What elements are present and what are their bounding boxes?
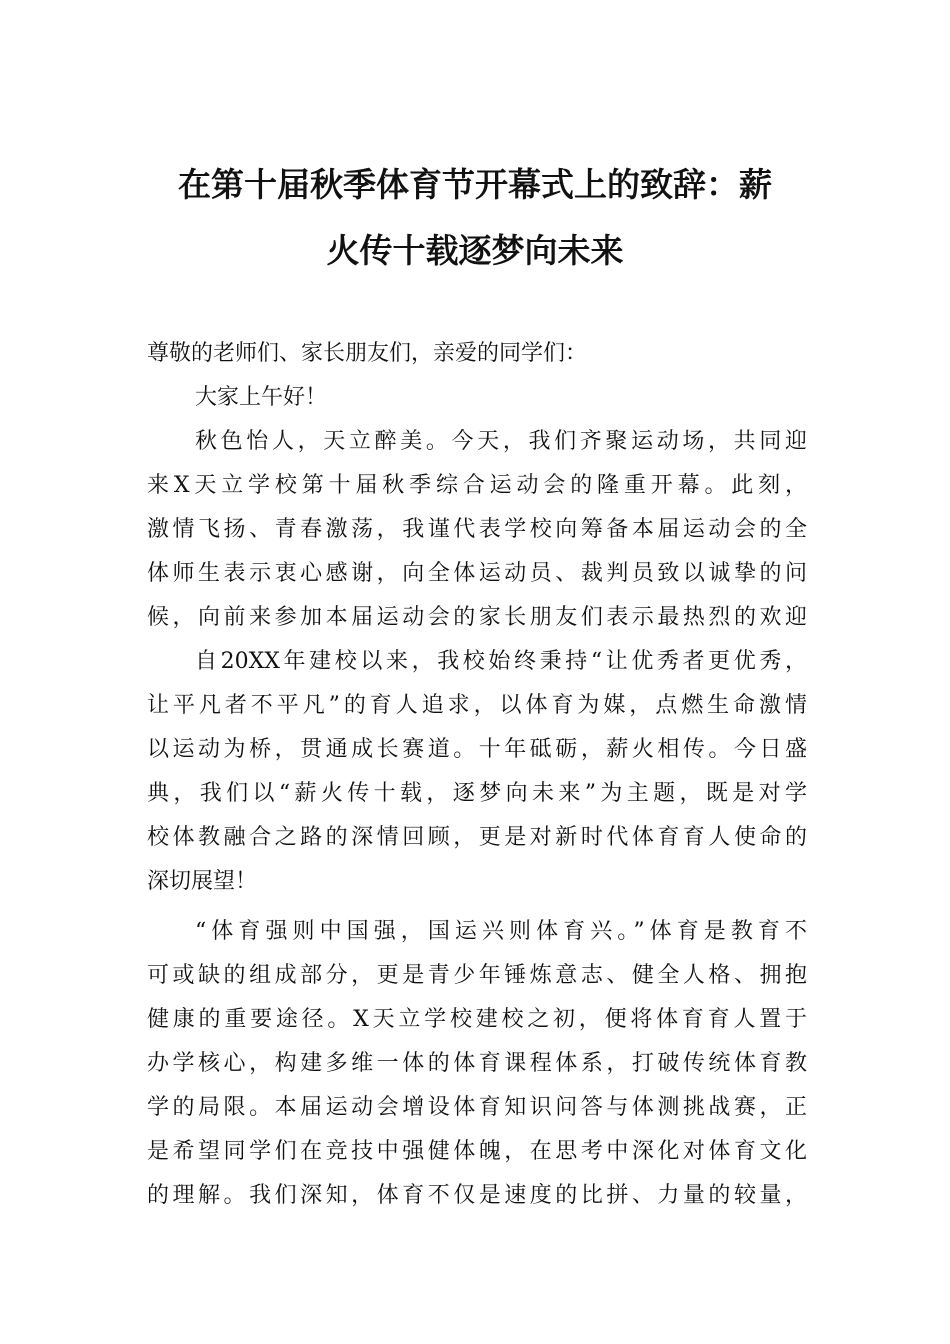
document-body [147, 332, 807, 1218]
paragraph-line: 可或缺的组成部分，更是青少年锤炼意志、健全人格、拥抱 [147, 963, 807, 988]
paragraph [147, 420, 807, 640]
paragraph-line: 办学核心，构建多维一体的体育课程体系，打破传统体育教 [147, 1051, 807, 1076]
paragraph-line: 校体教融合之路的深情回顾，更是对新时代体育育人使命的 [147, 825, 807, 850]
paragraph-line: 深切展望！ [147, 869, 258, 894]
paragraph-line: 秋色怡人，天立醉美。今天，我们齐聚运动场，共同迎 [195, 429, 807, 454]
paragraph-line: 学的局限。本届运动会增设体育知识问答与体测挑战赛，正 [147, 1095, 807, 1120]
paragraph-line: “体育强则中国强，国运兴则体育兴。”体育是教育不 [195, 919, 807, 944]
title-line-1: 在第十届秋季体育节开幕式上的致辞：薪 [178, 165, 772, 204]
paragraph-line: 让平凡者不平凡”的育人追求，以体育为媒，点燃生命激情 [147, 693, 807, 718]
paragraph [147, 910, 807, 1218]
paragraph-line: 体师生表示衷心感谢，向全体运动员、裁判员致以诚挚的问 [147, 561, 807, 586]
paragraph-line: 是希望同学们在竞技中强健体魄，在思考中深化对体育文化 [147, 1139, 807, 1164]
paragraph-line: 以运动为桥，贯通成长赛道。十年砥砺，薪火相传。今日盛 [147, 737, 807, 762]
paragraph-line: 候，向前来参加本届运动会的家长朋友们表示最热烈的欢迎 [147, 605, 807, 630]
document-title [150, 152, 800, 284]
paragraph-line: 大家上午好！ [195, 385, 328, 410]
paragraph-line: 自20XX年建校以来，我校始终秉持“让优秀者更优秀， [195, 649, 807, 674]
paragraph [147, 332, 807, 376]
paragraph-line: 激情飞扬、青春激荡，我谨代表学校向筹备本届运动会的全 [147, 517, 807, 542]
paragraph-line: 的理解。我们深知，体育不仅是速度的比拼、力量的较量， [147, 1183, 807, 1208]
paragraph-line: 尊敬的老师们、家长朋友们，亲爱的同学们： [147, 341, 588, 366]
paragraph [147, 640, 807, 904]
paragraph [147, 376, 807, 420]
title-line-2: 火传十载逐梦向未来 [326, 231, 624, 270]
paragraph-line: 来X天立学校第十届秋季综合运动会的隆重开幕。此刻， [147, 473, 807, 498]
paragraph-line: 健康的重要途径。X天立学校建校之初，便将体育育人置于 [147, 1007, 807, 1032]
paragraph-line: 典，我们以“薪火传十载，逐梦向未来”为主题，既是对学 [147, 781, 807, 806]
